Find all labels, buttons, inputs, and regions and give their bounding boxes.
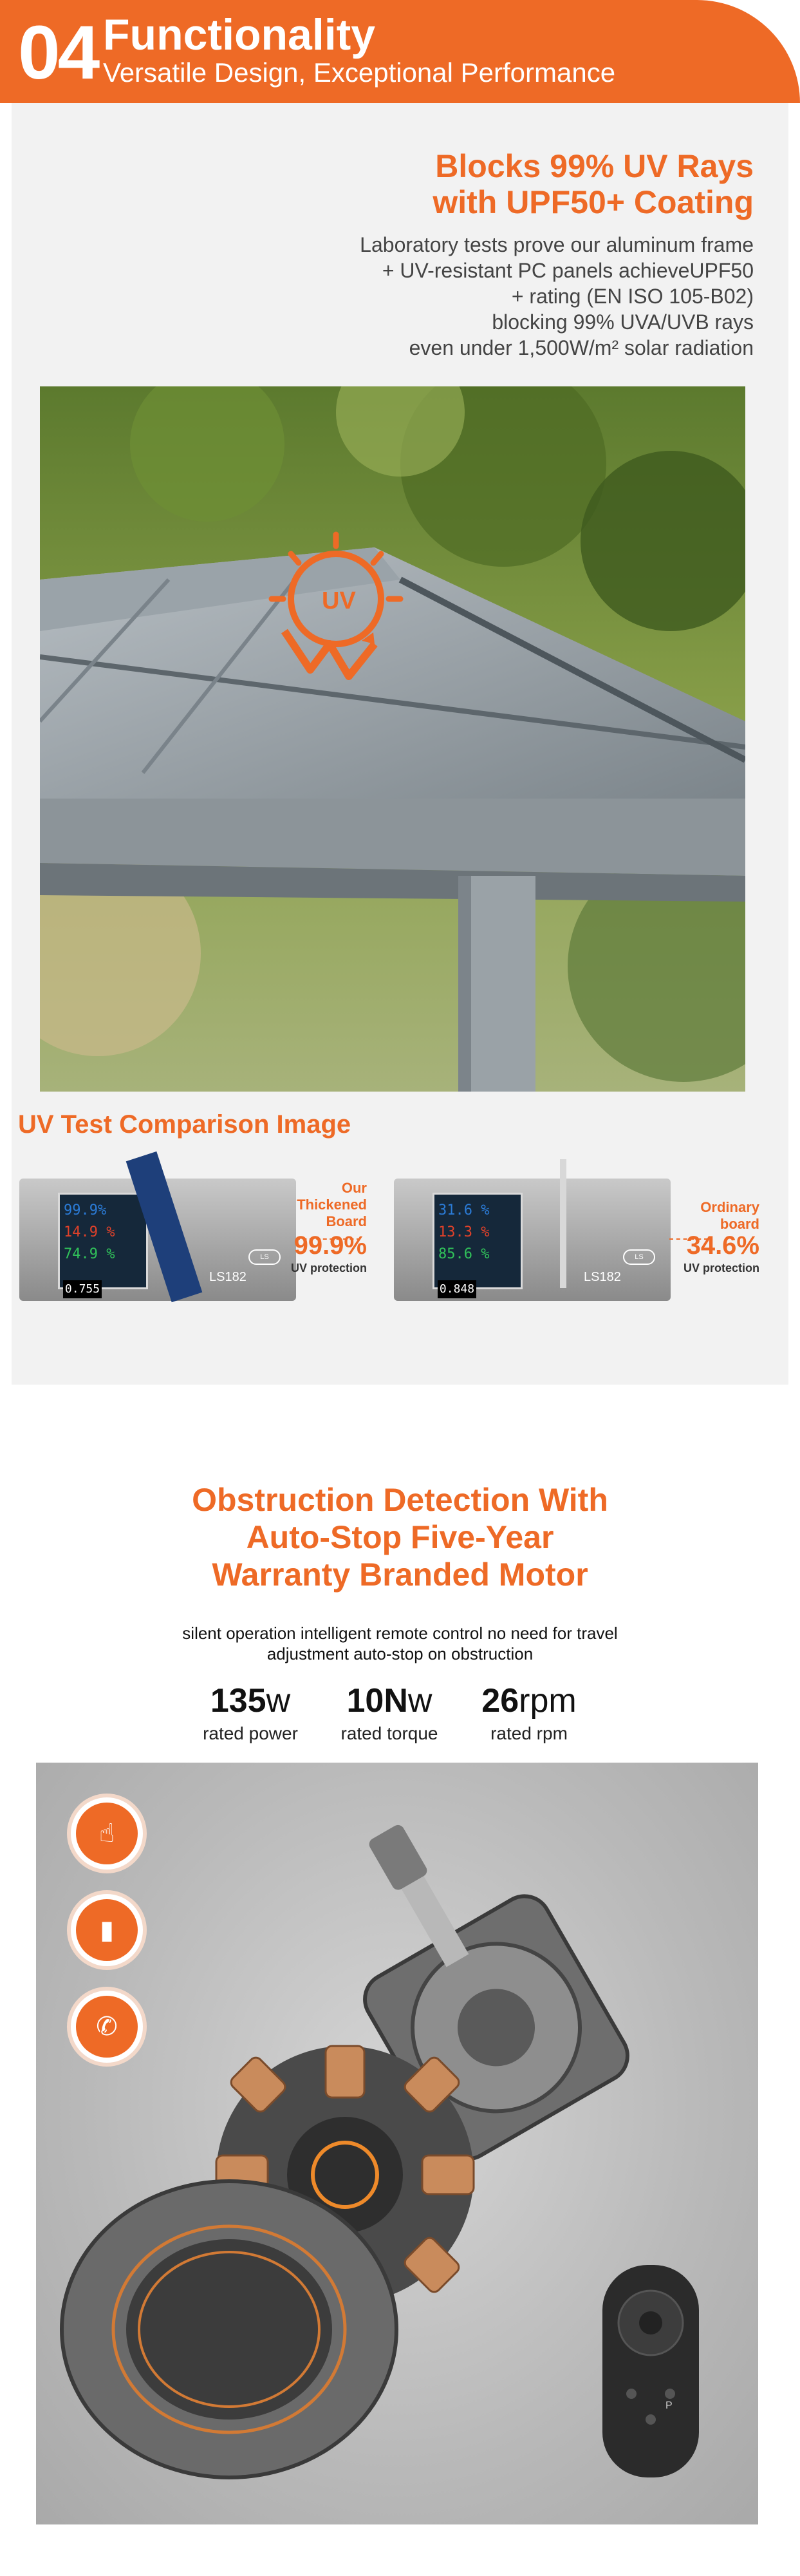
meter-screen: [433, 1193, 523, 1289]
meter-reading-2: 13.3 %: [438, 1224, 490, 1240]
uv-heading: [303, 148, 754, 220]
right-board-label: [682, 1199, 759, 1233]
spec-unit: w: [266, 1682, 291, 1719]
motor-heading-line3: Warranty Branded Motor: [212, 1557, 588, 1593]
left-label-line1: Our: [341, 1180, 367, 1196]
meter-reading-3: 85.6 %: [438, 1246, 490, 1262]
gazebo-illustration: [40, 386, 745, 1092]
meter-model: LS182: [209, 1270, 247, 1284]
motor-heading-line1: Obstruction Detection With: [192, 1482, 608, 1518]
meter-screen: [58, 1193, 148, 1289]
uv-description: [265, 232, 754, 361]
gazebo-roof-photo: [40, 386, 745, 1092]
meter-reading-1: 31.6 %: [438, 1202, 490, 1218]
spec-unit: rpm: [519, 1682, 577, 1719]
spec-value: 26: [481, 1682, 519, 1719]
right-label-line2: board: [720, 1216, 759, 1232]
spec-unit: w: [407, 1682, 433, 1719]
meter-ordinary-board: [394, 1179, 671, 1301]
left-label-line2: Thickened: [297, 1197, 367, 1213]
uv-desc-line: blocking 99% UVA/UVB rays: [492, 310, 754, 334]
spec-rated-power: [180, 1681, 321, 1747]
spec-rated-torque: [319, 1681, 460, 1747]
left-protection: UV protection: [290, 1262, 367, 1274]
section-title: Functionality: [103, 10, 376, 59]
uv-badge-text: UV: [322, 587, 356, 614]
meter-reading-1: 99.9%: [64, 1202, 107, 1218]
right-protection: UV protection: [683, 1262, 759, 1274]
app-control-icon: ✆: [67, 1987, 147, 2067]
meter-thickened-board: [19, 1179, 296, 1301]
meter-reading-2: 14.9 %: [64, 1224, 115, 1240]
motor-desc-line1: silent operation intelligent remote control no need for travel: [182, 1624, 618, 1643]
meter-logo: LS: [248, 1249, 281, 1265]
uv-heading-line2: with UPF50+ Coating: [433, 184, 754, 220]
uv-desc-line: Laboratory tests prove our aluminum frame: [360, 233, 754, 256]
remote-control: [602, 2265, 699, 2477]
left-label-line3: Board: [326, 1213, 367, 1229]
uv-heading-line1: Blocks 99% UV Rays: [435, 148, 754, 184]
section-number: 04: [18, 10, 98, 95]
right-percent: 34.6%: [686, 1231, 759, 1260]
comparison-title: UV Test Comparison Image: [18, 1110, 351, 1139]
motor-exploded-image: [36, 1763, 758, 2524]
spec-rated-rpm: [458, 1681, 600, 1747]
uv-desc-line: + UV-resistant PC panels achieveUPF50: [382, 259, 754, 282]
spec-value: 10N: [346, 1682, 408, 1719]
motor-heading: [0, 1481, 800, 1593]
touch-control-icon: ☝: [67, 1794, 147, 1873]
remote-control-icon: ▮: [67, 1890, 147, 1970]
motor-illustration: [36, 1763, 758, 2524]
left-board-label: [296, 1180, 367, 1230]
meter-reading-3: 74.9 %: [64, 1246, 115, 1262]
meter-model: LS182: [584, 1270, 621, 1284]
meter-bottom-reading: 0.755: [63, 1280, 102, 1298]
motor-heading-line2: Auto-Stop Five-Year: [246, 1519, 554, 1555]
section-header: [0, 0, 800, 103]
uv-desc-line: + rating (EN ISO 105-B02): [511, 285, 754, 308]
spec-label: rated rpm: [490, 1723, 568, 1743]
section-subtitle: Versatile Design, Exceptional Performance: [103, 57, 616, 88]
meter-logo: LS: [623, 1249, 655, 1265]
uv-desc-line: even under 1,500W/m² solar radiation: [409, 336, 754, 359]
sample-board: [560, 1159, 566, 1288]
remote-button-label: P: [665, 2400, 673, 2411]
spec-label: rated power: [203, 1723, 298, 1743]
motor-description: [0, 1623, 800, 1664]
right-label-line1: Ordinary: [700, 1199, 759, 1215]
meter-bottom-reading: 0.848: [438, 1280, 476, 1298]
spec-label: rated torque: [340, 1723, 438, 1743]
left-percent: 99.9%: [293, 1231, 367, 1260]
motor-desc-line2: adjustment auto-stop on obstruction: [266, 1644, 534, 1663]
spec-value: 135: [210, 1682, 266, 1719]
